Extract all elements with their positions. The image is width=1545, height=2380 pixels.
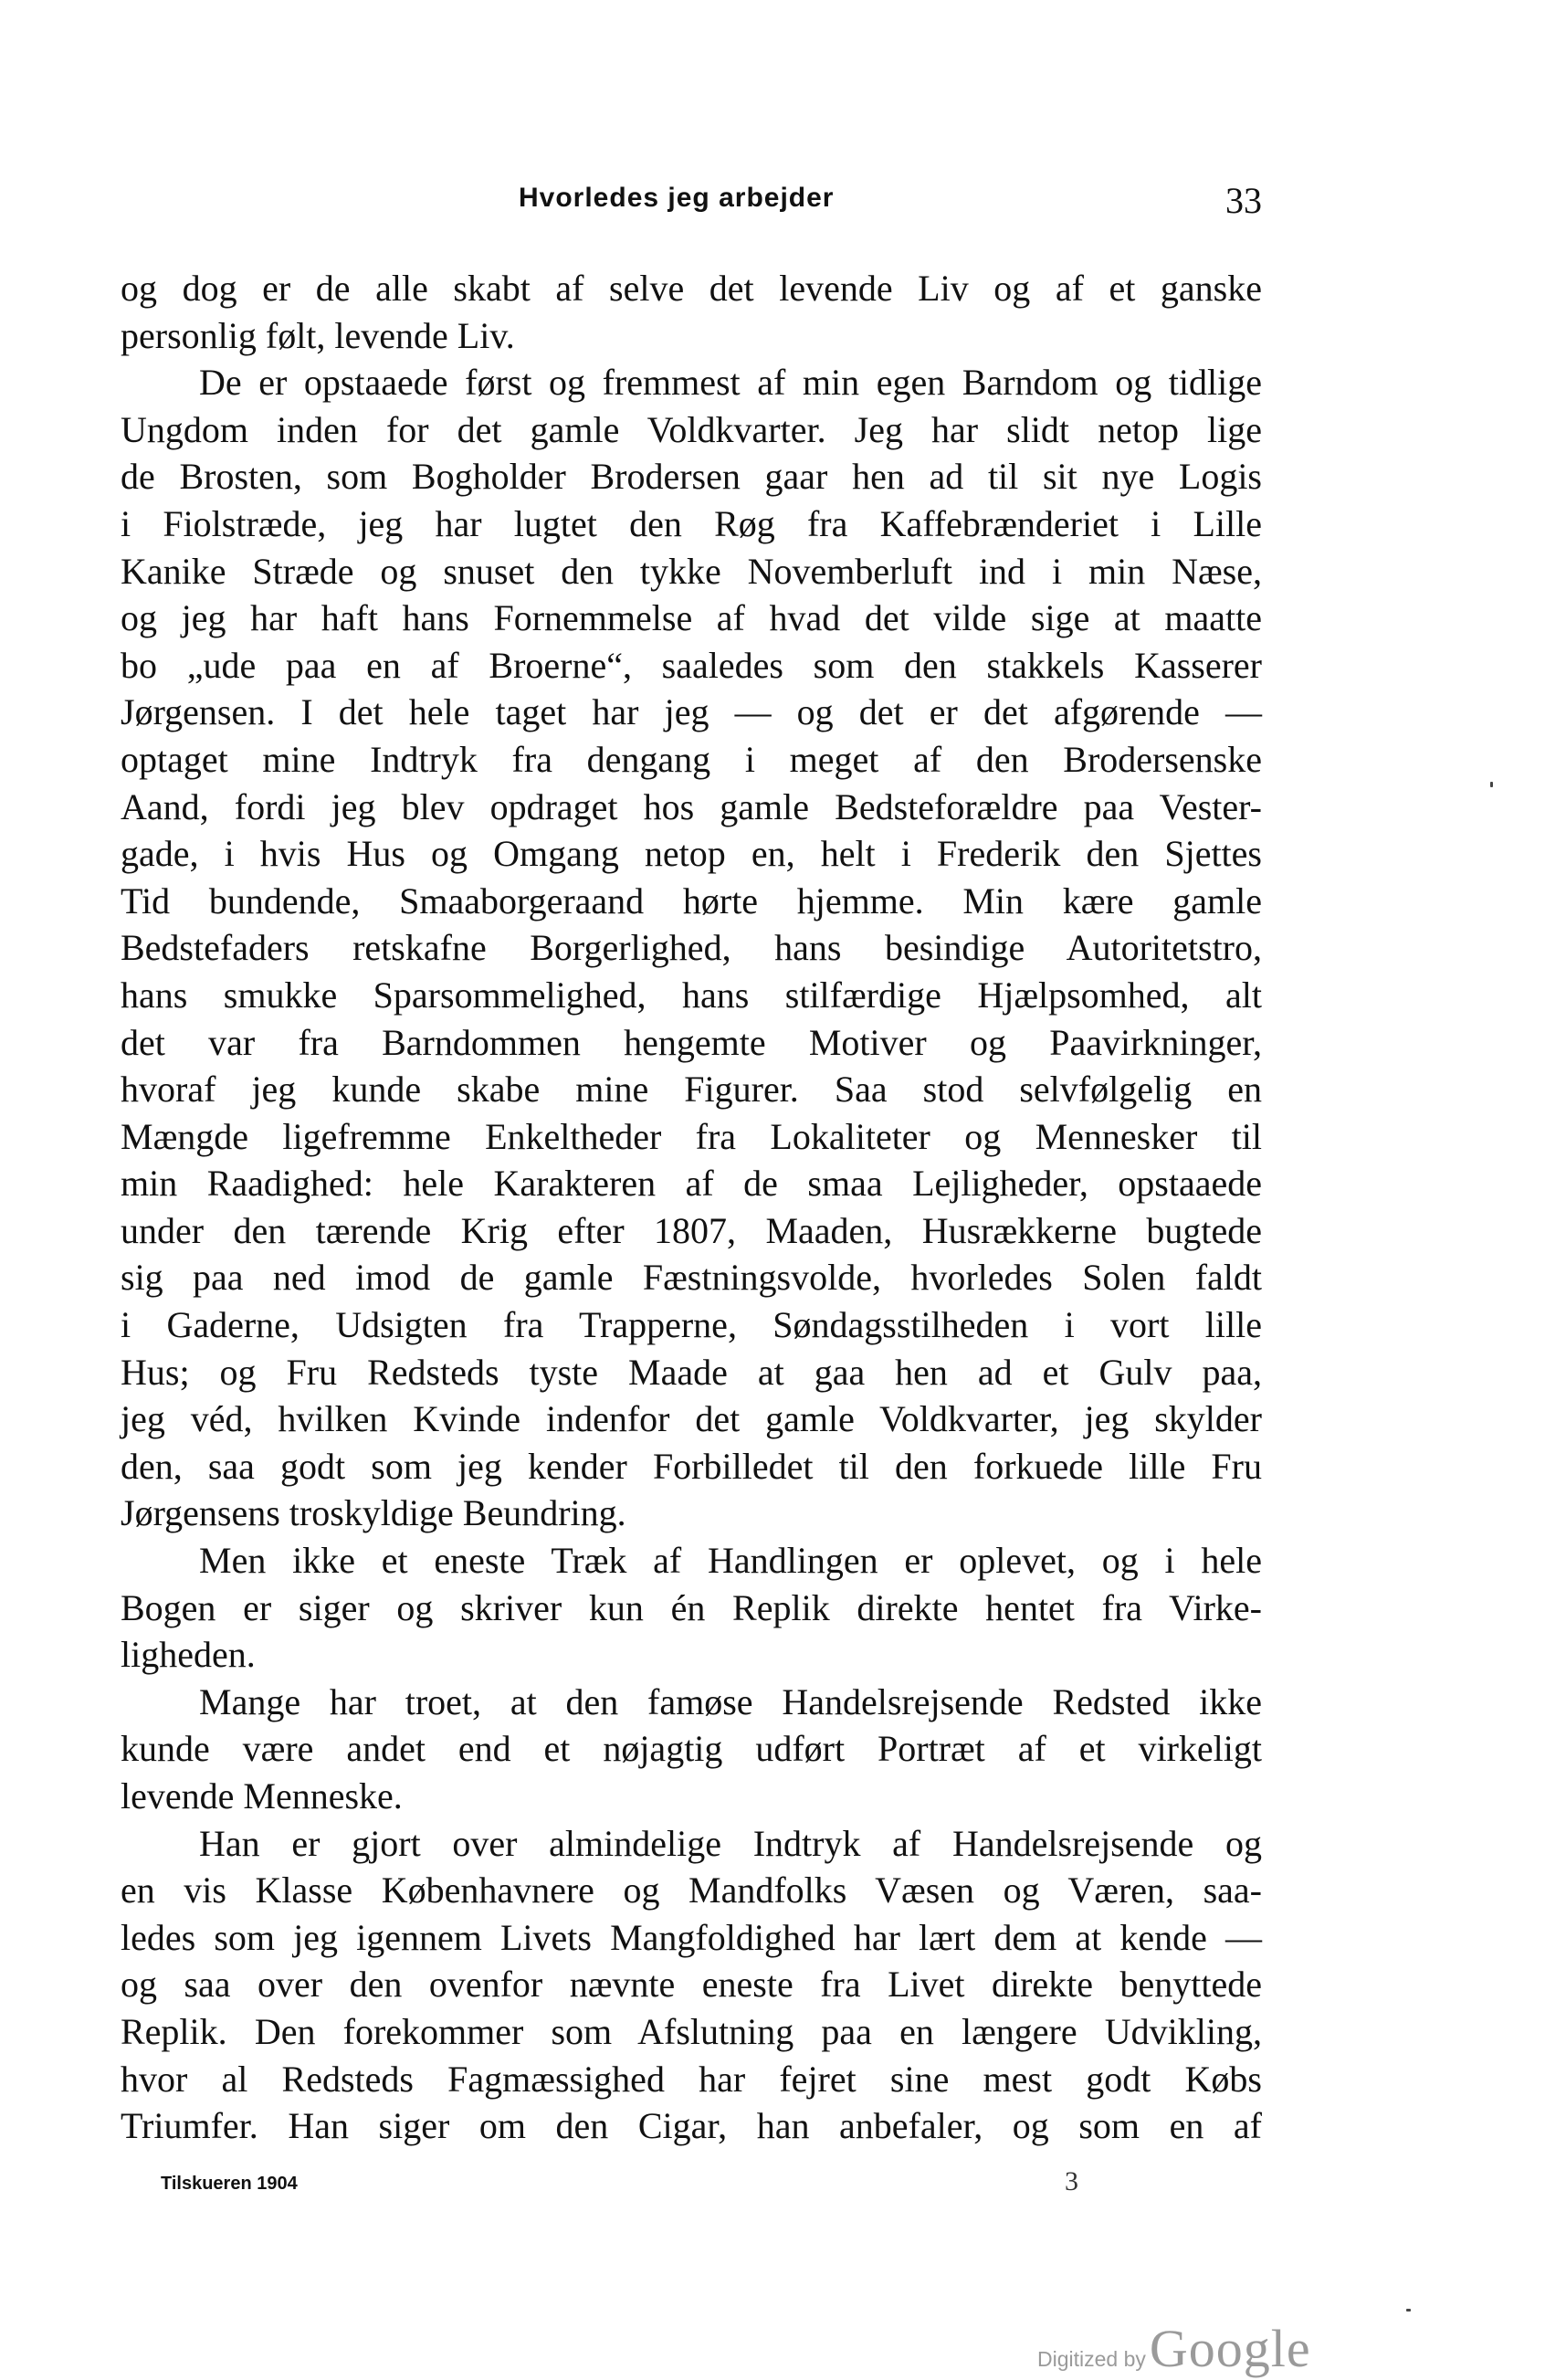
running-header: [519, 180, 1262, 228]
text-line: min Raadighed: hele Karakteren af de smaa Lejligheder, opstaaede: [121, 1163, 1262, 1205]
text-line: og jeg har haft hans Fornemmelse af hvad det vilde sige at maatte: [121, 597, 1262, 639]
text-line: Han er gjort over almindelige Indtryk af Handelsrejsende og: [199, 1822, 1262, 1864]
text-line: Replik. Den forekommer som Afslutning paa en længere Udvikling,: [121, 2010, 1262, 2052]
text-line: de Brosten, som Bogholder Brodersen gaar hen ad til sit nye Logis: [121, 456, 1262, 498]
text-line: Jørgensens troskyldige Beundring.: [121, 1492, 626, 1534]
text-line: De er opstaaede først og fremmest af min egen Barndom og tidlige: [199, 362, 1262, 404]
text-line: personlig følt, levende Liv.: [121, 314, 515, 356]
text-line: en vis Klasse Københavnere og Mandfolks Væsen og Væren, saa-: [121, 1869, 1262, 1911]
running-title: Hvorledes jeg arbejder: [519, 183, 835, 213]
text-line: ledes som jeg igennem Livets Mangfoldighed har lært dem at kende —: [121, 1916, 1262, 1958]
watermark-brand: Google: [1149, 2319, 1311, 2378]
text-line: Aand, fordi jeg blev opdraget hos gamle Bedsteforældre paa Vester-: [121, 785, 1262, 827]
text-line: Mange har troet, at den famøse Handelsrejsende Redsted ikke: [199, 1680, 1262, 1722]
footer-signature: Tilskueren 1904: [161, 2174, 298, 2194]
text-line: hvoraf jeg kunde skabe mine Figurer. Saa stod selvfølgelig en: [121, 1069, 1262, 1111]
scan-speck: [1406, 2309, 1411, 2312]
text-line: Jørgensen. I det hele taget har jeg — og det er det afgørende —: [121, 691, 1262, 733]
text-line: og dog er de alle skabt af selve det levende Liv og af et ganske: [121, 268, 1262, 309]
text-line: og saa over den ovenfor nævnte eneste fra Livet direkte benyttede: [121, 1964, 1262, 2006]
text-line: gade, i hvis Hus og Omgang netop en, helt i Frederik den Sjettes: [121, 833, 1262, 875]
text-line: Bedstefaders retskafne Borgerlighed, hans besindige Autoritetstro,: [121, 927, 1262, 969]
text-line: Tid bundende, Smaaborgeraand hørte hjemme. Min kære gamle: [121, 879, 1262, 921]
text-line: under den tærende Krig efter 1807, Maaden, Husrækkerne bugtede: [121, 1209, 1262, 1251]
sheet-number: 3: [1065, 2166, 1078, 2196]
text-line: Triumfer. Han siger om den Cigar, han anbefaler, og som en af: [121, 2105, 1262, 2147]
page-footer: [161, 2166, 1110, 2203]
text-line: det var fra Barndommen hengemte Motiver og Paavirkninger,: [121, 1021, 1262, 1063]
text-line: hvor al Redsteds Fagmæssighed har fejret sine mest godt Købs: [121, 2058, 1262, 2100]
text-line: Ungdom inden for det gamle Voldkvarter. Jeg har slidt netop lige: [121, 408, 1262, 450]
scan-speck: [1490, 782, 1493, 787]
text-line: bo „ude paa en af Broerne“, saaledes som den stakkels Kasserer: [121, 644, 1262, 686]
page-number: 33: [1225, 180, 1262, 221]
text-line: Kanike Stræde og snuset den tykke Novemberluft ind i min Næse,: [121, 550, 1262, 592]
text-line: sig paa ned imod de gamle Fæstningsvolde, hvorledes Solen faldt: [121, 1257, 1262, 1299]
text-line: i Gaderne, Udsigten fra Trapperne, Søndagsstilheden i vort lille: [121, 1304, 1262, 1346]
text-line: jeg véd, hvilken Kvinde indenfor det gamle Voldkvarter, jeg skylder: [121, 1398, 1262, 1440]
text-line: Bogen er siger og skriver kun én Replik direkte hentet fra Virke-: [121, 1586, 1262, 1628]
text-line: ligheden.: [121, 1634, 256, 1676]
text-line: i Fiolstræde, jeg har lugtet den Røg fra Kaffebrænderiet i Lille: [121, 502, 1262, 544]
text-line: Hus; og Fru Redsteds tyste Maade at gaa hen ad et Gulv paa,: [121, 1351, 1262, 1393]
text-line: Mængde ligefremme Enkeltheder fra Lokaliteter og Mennesker til: [121, 1115, 1262, 1157]
watermark: [1037, 2318, 1311, 2379]
text-line: den, saa godt som jeg kender Forbilledet til den forkuede lille Fru: [121, 1445, 1262, 1487]
text-line: kunde være andet end et nøjagtig udført Portræt af et virkeligt: [121, 1728, 1262, 1770]
body-text: [121, 265, 1262, 2150]
watermark-prefix: Digitized by: [1037, 2347, 1146, 2371]
text-line: levende Menneske.: [121, 1775, 403, 1817]
text-line: optaget mine Indtryk fra dengang i meget af den Brodersenske: [121, 738, 1262, 780]
text-line: hans smukke Sparsommelighed, hans stilfærdige Hjælpsomhed, alt: [121, 974, 1262, 1016]
text-line: Men ikke et eneste Træk af Handlingen er oplevet, og i hele: [199, 1540, 1262, 1582]
